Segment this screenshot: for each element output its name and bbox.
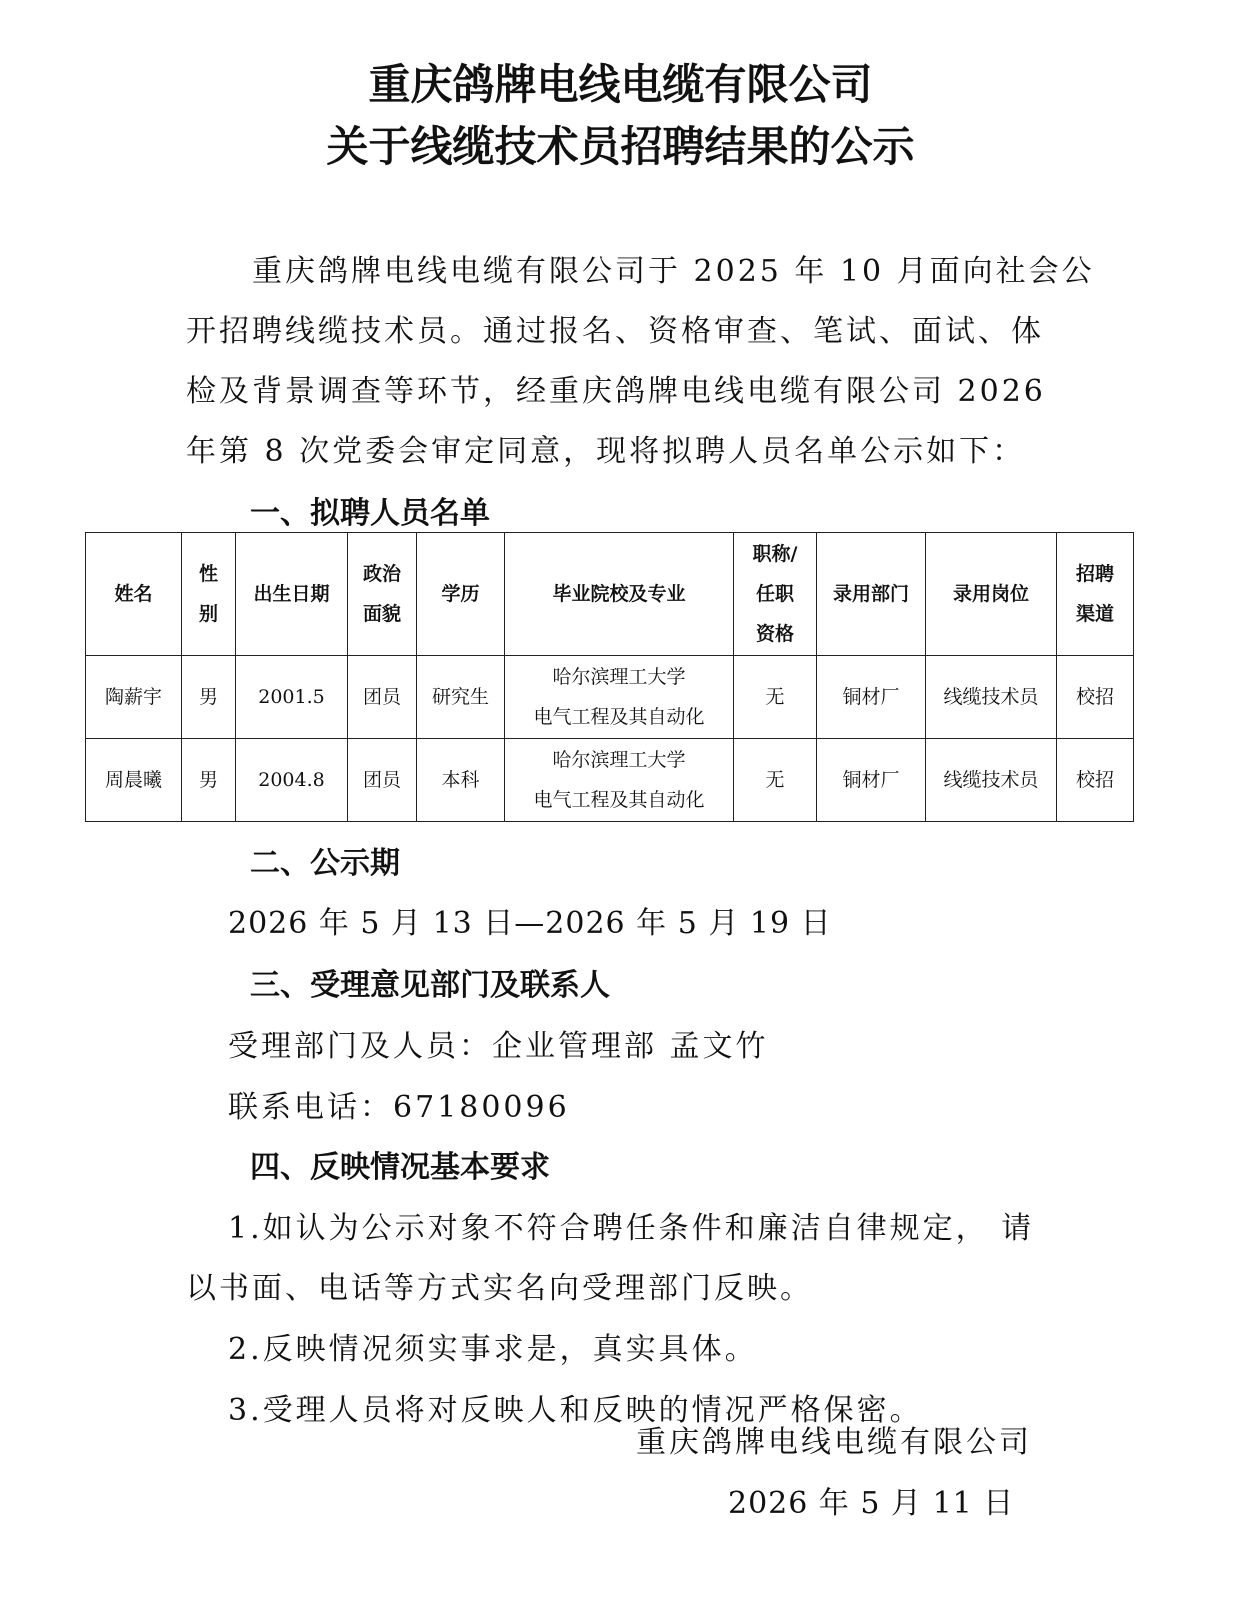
section-4-heading: 四、反映情况基本要求 — [250, 1150, 550, 1185]
col-header-title: 职称/ 任职 资格 — [734, 533, 817, 656]
signature-company: 重庆鸽牌电线电缆有限公司 — [636, 1425, 1032, 1460]
section-3-heading: 三、受理意见部门及联系人 — [250, 968, 610, 1003]
table-header-row — [86, 533, 1134, 656]
table-row — [86, 739, 1134, 822]
cell-position: 线缆技术员 — [926, 656, 1057, 739]
cell-school-major: 哈尔滨理工大学 电气工程及其自动化 — [505, 739, 734, 822]
cell-name: 周晨曦 — [86, 739, 182, 822]
table-row — [86, 656, 1134, 739]
cell-education: 研究生 — [417, 656, 505, 739]
col-header-education: 学历 — [417, 533, 505, 656]
contact-department: 受理部门及人员：企业管理部 孟文竹 — [228, 1029, 769, 1064]
col-header-position: 录用岗位 — [926, 533, 1057, 656]
cell-political: 团员 — [348, 656, 417, 739]
requirement-1-line-1: 1.如认为公示对象不符合聘任条件和廉洁自律规定， 请 — [228, 1211, 1035, 1246]
cell-birth: 2004.8 — [236, 739, 348, 822]
requirement-2: 2.反映情况须实事求是，真实具体。 — [228, 1332, 758, 1367]
cell-education: 本科 — [417, 739, 505, 822]
publicity-period: 2026 年 5 月 13 日—2026 年 5 月 19 日 — [228, 906, 832, 941]
cell-title: 无 — [734, 739, 817, 822]
col-header-department: 录用部门 — [817, 533, 926, 656]
title-line-2: 关于线缆技术员招聘结果的公示 — [326, 122, 915, 171]
candidate-table — [85, 532, 1134, 822]
cell-channel: 校招 — [1057, 656, 1134, 739]
section-2-heading: 二、公示期 — [250, 846, 400, 881]
intro-line-4: 年第 8 次党委会审定同意，现将拟聘人员名单公示如下： — [186, 434, 1026, 469]
cell-department: 铜材厂 — [817, 739, 926, 822]
cell-name: 陶薪宇 — [86, 656, 182, 739]
cell-gender: 男 — [182, 656, 236, 739]
section-1-heading: 一、拟聘人员名单 — [250, 496, 490, 531]
col-header-name: 姓名 — [86, 533, 182, 656]
cell-department: 铜材厂 — [817, 656, 926, 739]
intro-line-2: 开招聘线缆技术员。通过报名、资格审查、笔试、面试、体 — [186, 314, 1044, 349]
cell-birth: 2001.5 — [236, 656, 348, 739]
col-header-birth: 出生日期 — [236, 533, 348, 656]
requirement-3: 3.受理人员将对反映人和反映的情况严格保密。 — [228, 1393, 923, 1428]
title-line-1: 重庆鸽牌电线电缆有限公司 — [368, 60, 873, 109]
signature-date: 2026 年 5 月 11 日 — [728, 1486, 1015, 1521]
cell-channel: 校招 — [1057, 739, 1134, 822]
col-header-political: 政治 面貌 — [348, 533, 417, 656]
intro-line-1: 重庆鸽牌电线电缆有限公司于 2025 年 10 月面向社会公 — [252, 254, 1095, 289]
col-header-channel: 招聘 渠道 — [1057, 533, 1134, 656]
cell-position: 线缆技术员 — [926, 739, 1057, 822]
col-header-gender: 性 别 — [182, 533, 236, 656]
requirement-1-line-2: 以书面、电话等方式实名向受理部门反映。 — [186, 1271, 813, 1306]
cell-gender: 男 — [182, 739, 236, 822]
contact-phone: 联系电话：67180096 — [228, 1090, 570, 1125]
cell-political: 团员 — [348, 739, 417, 822]
col-header-school: 毕业院校及专业 — [505, 533, 734, 656]
cell-title: 无 — [734, 656, 817, 739]
intro-line-3: 检及背景调查等环节，经重庆鸽牌电线电缆有限公司 2026 — [186, 374, 1046, 409]
cell-school-major: 哈尔滨理工大学 电气工程及其自动化 — [505, 656, 734, 739]
